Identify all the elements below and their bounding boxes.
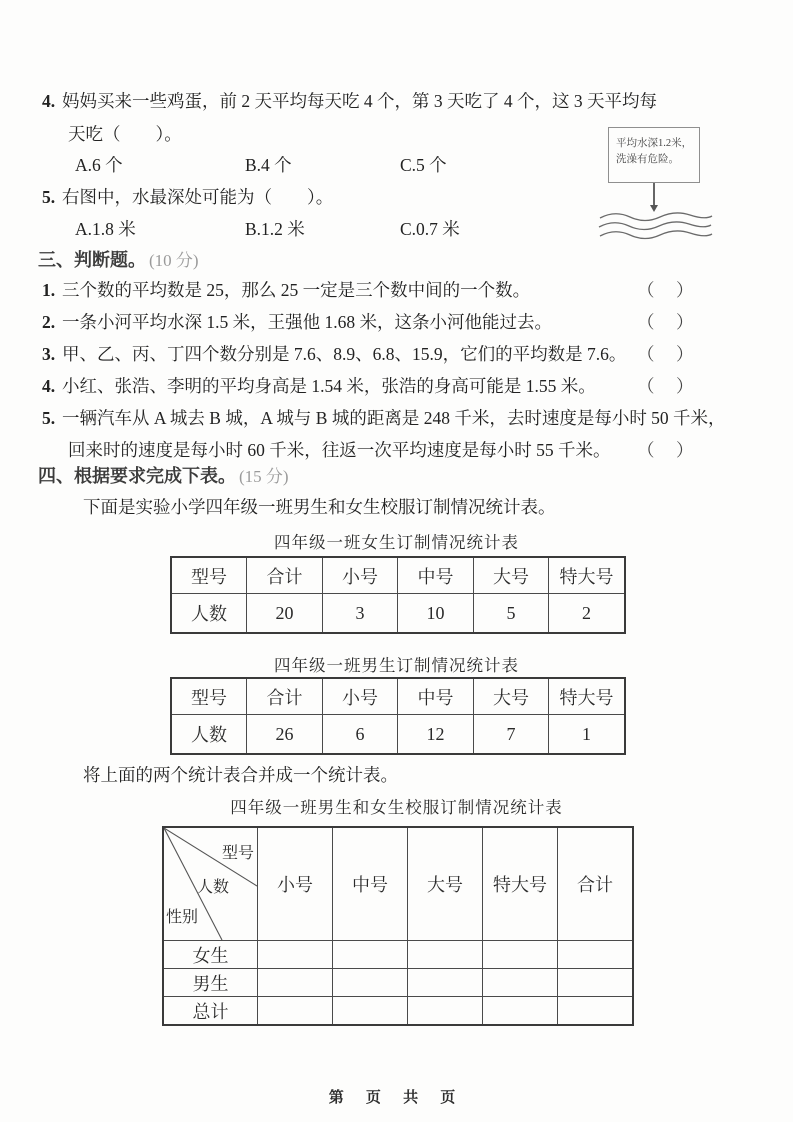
judge-item-2-answer-bracket: （ ） bbox=[637, 312, 696, 332]
girls-value-xlarge: 2 bbox=[549, 594, 626, 634]
girls-table bbox=[170, 556, 626, 634]
section-4-intro: 下面是实验小学四年级一班男生和女生校服订制情况统计表。 bbox=[83, 497, 556, 517]
empty-cell bbox=[483, 969, 558, 997]
merged-row-total bbox=[163, 997, 633, 1026]
page-footer: 第 页 共 页 bbox=[328, 1089, 465, 1106]
judge-item-3-answer-bracket: （ ） bbox=[637, 344, 696, 364]
merged-header-xlarge: 特大号 bbox=[483, 827, 558, 941]
judge-item-4 bbox=[42, 373, 755, 398]
boys-table-title: 四年级一班男生订制情况统计表 bbox=[274, 656, 519, 675]
judge-item-3-text: 甲、乙、丙、丁四个数分别是 7.6、8.9、6.8、15.9，它们的平均数是 7.6。 bbox=[62, 344, 627, 364]
empty-cell bbox=[333, 941, 408, 969]
empty-cell bbox=[258, 997, 333, 1026]
question-5-line bbox=[42, 184, 333, 209]
merged-header-large: 大号 bbox=[408, 827, 483, 941]
merged-header-medium: 中号 bbox=[333, 827, 408, 941]
question-4-option-a: A.6 个 bbox=[75, 155, 123, 175]
judge-item-1-text: 三个数的平均数是 25，那么 25 一定是三个数中间的一个数。 bbox=[62, 280, 531, 300]
girls-header-medium: 中号 bbox=[398, 557, 474, 594]
empty-cell bbox=[558, 969, 634, 997]
girls-header-type: 型号 bbox=[171, 557, 247, 594]
judge-item-2-number: 2. bbox=[42, 312, 56, 332]
merged-table bbox=[162, 826, 634, 1026]
boys-value-large: 7 bbox=[474, 715, 549, 755]
question-5-number: 5. bbox=[42, 187, 56, 207]
judge-item-4-answer-bracket: （ ） bbox=[637, 376, 696, 396]
judge-item-2-text: 一条小河平均水深 1.5 米，王强他 1.68 米，这条小河他能过去。 bbox=[62, 312, 552, 332]
girls-value-large: 5 bbox=[474, 594, 549, 634]
sign-text-line2: 洗澡有危险。 bbox=[616, 154, 679, 166]
boys-value-total: 26 bbox=[247, 715, 323, 755]
judge-item-5-text-line2: 回来时的速度是每小时 60 千米，往返一次平均速度是每小时 55 千米。 bbox=[68, 440, 611, 460]
empty-cell bbox=[558, 941, 634, 969]
diagonal-label-count: 人数 bbox=[197, 879, 230, 896]
boys-value-medium: 12 bbox=[398, 715, 474, 755]
section-3-heading bbox=[38, 246, 199, 272]
merged-row-label-total: 总计 bbox=[163, 997, 258, 1026]
judge-item-4-text: 小红、张浩、李明的平均身高是 1.54 米，张浩的身高可能是 1.55 米。 bbox=[62, 376, 596, 396]
judge-item-1 bbox=[42, 277, 755, 302]
boys-row-label: 人数 bbox=[171, 715, 247, 755]
judge-item-5-line1 bbox=[42, 405, 755, 430]
boys-table bbox=[170, 677, 626, 755]
merged-row-girls bbox=[163, 941, 633, 969]
question-4-line2: 天吃（ ）。 bbox=[68, 124, 182, 144]
boys-header-small: 小号 bbox=[323, 678, 398, 715]
boys-header-type: 型号 bbox=[171, 678, 247, 715]
question-4-number: 4. bbox=[42, 91, 56, 111]
empty-cell bbox=[258, 969, 333, 997]
girls-header-total: 合计 bbox=[247, 557, 323, 594]
boys-table-header-row bbox=[171, 678, 625, 715]
judge-item-2 bbox=[42, 309, 755, 334]
girls-value-medium: 10 bbox=[398, 594, 474, 634]
water-waves-icon bbox=[596, 209, 716, 245]
boys-value-xlarge: 1 bbox=[549, 715, 626, 755]
empty-cell bbox=[408, 941, 483, 969]
question-4-option-c: C.5 个 bbox=[400, 155, 447, 175]
merged-row-label-boys: 男生 bbox=[163, 969, 258, 997]
sign-text-line1: 平均水深1.2米， bbox=[616, 138, 693, 149]
empty-cell bbox=[333, 969, 408, 997]
girls-value-total: 20 bbox=[247, 594, 323, 634]
question-5-option-a: A.1.8 米 bbox=[75, 219, 136, 239]
girls-table-title: 四年级一班女生订制情况统计表 bbox=[274, 533, 519, 552]
girls-header-small: 小号 bbox=[323, 557, 398, 594]
diagonal-label-type: 型号 bbox=[221, 845, 254, 862]
empty-cell bbox=[408, 969, 483, 997]
merged-row-label-girls: 女生 bbox=[163, 941, 258, 969]
boys-header-total: 合计 bbox=[247, 678, 323, 715]
depth-warning-sign bbox=[608, 127, 700, 183]
girls-header-xlarge: 特大号 bbox=[549, 557, 626, 594]
section-3-title: 三、判断题。 bbox=[38, 250, 146, 270]
girls-row-label: 人数 bbox=[171, 594, 247, 634]
question-4-line1 bbox=[42, 88, 657, 113]
merge-instruction: 将上面的两个统计表合并成一个统计表。 bbox=[83, 765, 398, 785]
sign-pole bbox=[653, 183, 655, 207]
judge-item-3 bbox=[42, 341, 755, 366]
merged-row-boys bbox=[163, 969, 633, 997]
girls-table-header-row bbox=[171, 557, 625, 594]
empty-cell bbox=[258, 941, 333, 969]
girls-table-data-row bbox=[171, 594, 625, 634]
merged-header-total: 合计 bbox=[558, 827, 634, 941]
section-3-score: (10 分) bbox=[149, 251, 199, 270]
section-4-score: (15 分) bbox=[239, 467, 289, 486]
empty-cell bbox=[333, 997, 408, 1026]
empty-cell bbox=[483, 997, 558, 1026]
empty-cell bbox=[558, 997, 634, 1026]
question-5-text: 右图中，水最深处可能为（ ）。 bbox=[62, 187, 334, 207]
boys-value-small: 6 bbox=[323, 715, 398, 755]
girls-value-small: 3 bbox=[323, 594, 398, 634]
diagonal-label-gender: 性别 bbox=[166, 909, 199, 926]
judge-item-3-number: 3. bbox=[42, 344, 56, 364]
boys-header-medium: 中号 bbox=[398, 678, 474, 715]
empty-cell bbox=[408, 997, 483, 1026]
judge-item-1-number: 1. bbox=[42, 280, 56, 300]
judge-item-5-answer-bracket: （ ） bbox=[637, 440, 696, 460]
section-4-title: 四、根据要求完成下表。 bbox=[38, 466, 236, 486]
judge-item-5-text-line1: 一辆汽车从 A 城去 B 城，A 城与 B 城的距离是 248 千米，去时速度是每小时 50 千米， bbox=[62, 408, 726, 428]
merged-table-title: 四年级一班男生和女生校服订制情况统计表 bbox=[230, 798, 563, 817]
judge-item-1-answer-bracket: （ ） bbox=[637, 280, 696, 300]
question-5-option-b: B.1.2 米 bbox=[245, 219, 305, 239]
section-4-heading bbox=[38, 462, 289, 488]
boys-header-large: 大号 bbox=[474, 678, 549, 715]
empty-cell bbox=[483, 941, 558, 969]
question-5-option-c: C.0.7 米 bbox=[400, 219, 460, 239]
question-4-option-b: B.4 个 bbox=[245, 155, 292, 175]
merged-table-header-row bbox=[163, 827, 633, 941]
merged-diagonal-cell bbox=[163, 827, 258, 941]
question-4-text: 妈妈买来一些鸡蛋，前 2 天平均每天吃 4 个，第 3 天吃了 4 个，这 3 天平均每 bbox=[62, 91, 657, 111]
girls-header-large: 大号 bbox=[474, 557, 549, 594]
merged-header-small: 小号 bbox=[258, 827, 333, 941]
judge-item-4-number: 4. bbox=[42, 376, 56, 396]
judge-item-5-number: 5. bbox=[42, 408, 56, 428]
boys-header-xlarge: 特大号 bbox=[549, 678, 626, 715]
judge-item-5-line2 bbox=[68, 437, 755, 462]
boys-table-data-row bbox=[171, 715, 625, 755]
